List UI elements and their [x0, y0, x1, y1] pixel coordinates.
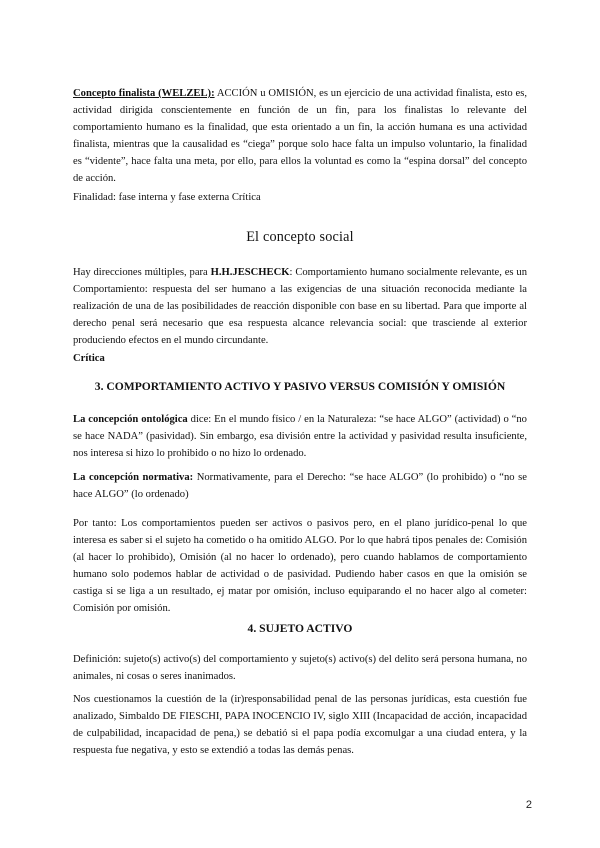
normativa-text: Normativamente, para el Derecho: “se hace ALGO” (lo prohibido) o “no se hace ALGO” (lo ordenado): [73, 472, 527, 500]
section3-heading: 3. COMPORTAMIENTO ACTIVO Y PASIVO VERSUS COMISIÓN Y OMISIÓN: [94, 380, 506, 393]
social-paragraph: [73, 265, 527, 350]
finalidad-line: Finalidad: fase interna y fase externa Crítica: [73, 192, 261, 203]
section4-heading: 4. SUJETO ACTIVO: [247, 622, 353, 635]
normativa-label: La concepción normativa:: [73, 472, 194, 483]
ontologica-text: dice: En el mundo físico / en la Naturaleza: “se hace ALGO” (actividad) o “no se hace NADA” (pasividad). Sin embargo, esa división entre la actividad y pasividad resulta insuficiente, nos interesa si hizo lo prohibido o no hizo lo ordenado.: [73, 414, 527, 459]
normativa-paragraph: [73, 470, 527, 504]
social-text: : Comportamiento humano socialmente relevante, es un Comportamiento: respuesta del ser humano a las exigencias de una situación reconocida mediante la realización de una de las posibilidades de reacción disponible con base en su libertad. Para que importe al derecho penal será necesario que esa respuesta alcance relevancia social: que trasciende al exterior produciendo efectos en el mundo circundante.: [73, 267, 527, 346]
social-author: H.H.JESCHECK: [210, 267, 290, 278]
cuestionamos-paragraph: Nos cuestionamos la cuestión de la (ir)responsabilidad penal de las personas jurídicas, esta cuestión fue analizado, Simbaldo DE FIESCHI, PAPA INOCENCIO IV, siglo XIII (Incapacidad de acción, incapacidad de culpabilidad, incapacidad de pena,) se debatió si el papa podía excomulgar a una ciudad entera, y la respuesta fue negativa, y esto se extendió a todas las demás penas.: [73, 694, 527, 756]
ontologica-label: La concepción ontológica: [73, 414, 188, 425]
concepto-finalista-paragraph: [73, 86, 527, 187]
ontologica-paragraph: [73, 412, 527, 463]
definicion-paragraph: Definición: sujeto(s) activo(s) del comportamiento y sujeto(s) activo(s) del delito será persona humana, no animales, ni cosas o seres inanimados.: [73, 654, 527, 682]
concepto-finalista-text: ACCIÓN u OMISIÓN, es un ejercicio de una actividad finalista, esto es, actividad dirigida conscientemente en función de un fin, para los finalistas lo relevante del comportamiento humano es la finalidad, que esta orientado a un fin, la acción humana es una actividad finalista, mientras que la causalidad es “ciega” porque solo hace falta un impulso voluntario, la finalidad es “vidente”, hace falta una meta, por ello, para ellos la voluntad es como la “espina dorsal” del concepto de acción.: [73, 88, 527, 184]
critica-label: Crítica: [73, 353, 105, 364]
social-pre: Hay direcciones múltiples, para: [73, 267, 211, 278]
concepto-finalista-label: Concepto finalista (WELZEL):: [73, 88, 215, 99]
por-tanto-paragraph: Por tanto: Los comportamientos pueden ser activos o pasivos pero, en el plano jurídico-penal lo que interesa es saber si el sujeto ha cometido o ha omitido ALGO. Por lo que habrá tipos penales de: Comisión (al hacer lo prohibido), Omisión (al no hacer lo ordenado), pero cuando hablamos de comportamiento humano solo podemos hablar de actividad o de pasividad. Pudiendo haber casos en que la omisión se castiga si se liga a un resultado, ej matar por omisión, incluso equiparando el no hacer algo al cometer: Comisión por omisión.: [73, 518, 527, 614]
social-heading: El concepto social: [246, 229, 354, 245]
page-number: 2: [525, 799, 532, 811]
